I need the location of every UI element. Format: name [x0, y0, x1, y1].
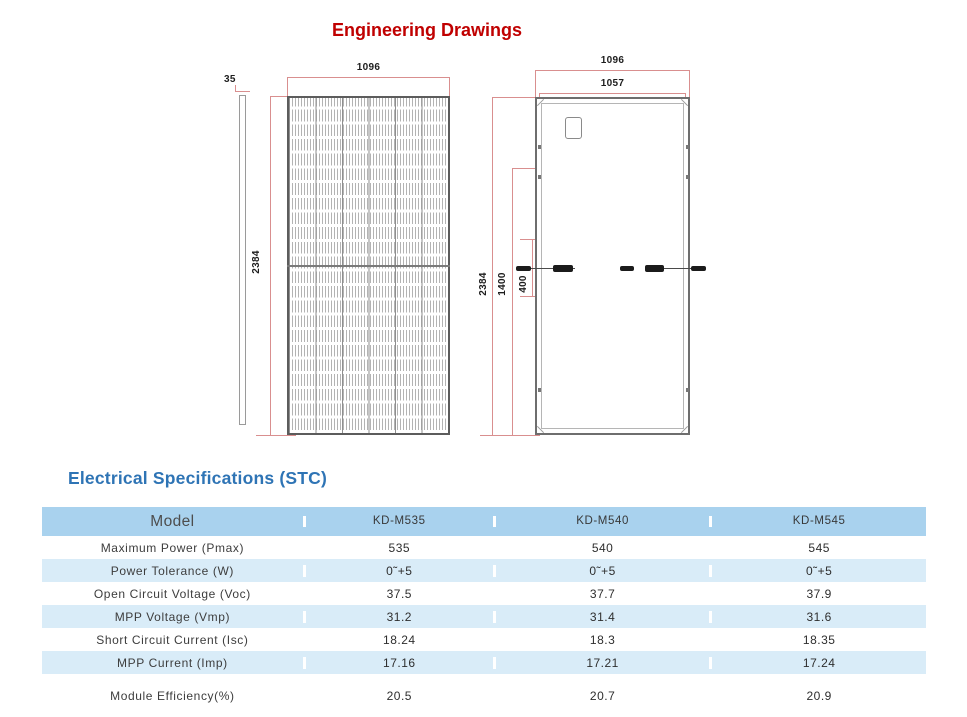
- table-row: [42, 536, 926, 559]
- row-label: Module Efficiency(%): [110, 688, 235, 703]
- dim-line: [539, 93, 686, 94]
- dim-label-back-inner-width: 1057: [600, 78, 625, 89]
- mounting-mark: [686, 145, 689, 149]
- dim-line: [492, 97, 493, 435]
- cell-value: 31.2: [303, 611, 493, 623]
- column-header-model-1: KD-M535: [303, 516, 493, 528]
- table-row: [42, 651, 926, 674]
- cell-value: 17.24: [709, 657, 926, 669]
- connector: [691, 266, 706, 271]
- cell-value: 37.5: [303, 588, 493, 600]
- mounting-mark: [538, 175, 541, 179]
- dim-label-cable-length: 400: [518, 275, 529, 293]
- cell-value: 17.21: [493, 657, 710, 669]
- dim-line: [492, 97, 535, 98]
- panel-middle-split-line: [287, 265, 450, 267]
- dim-line: [256, 435, 296, 436]
- cell-value: 37.9: [709, 588, 926, 600]
- cell-value: 31.4: [493, 611, 710, 623]
- table-header-row: [42, 507, 926, 536]
- cell-value: 31.6: [709, 611, 926, 623]
- section-title: Electrical Specifications (STC): [68, 468, 328, 488]
- dim-line: [287, 77, 288, 96]
- page-title: Engineering Drawings: [331, 20, 523, 40]
- dim-line: [512, 168, 537, 169]
- table-row: [42, 605, 926, 628]
- mounting-mark: [686, 175, 689, 179]
- dim-label-thickness: 35: [224, 74, 236, 85]
- table-row: [42, 582, 926, 605]
- dim-label-cable-position: 1400: [497, 272, 508, 296]
- dim-line: [512, 168, 513, 435]
- cell-value: 20.7: [493, 690, 710, 702]
- panel-side-profile: [239, 95, 246, 425]
- dim-line: [449, 77, 450, 96]
- row-label: Maximum Power (Pmax): [100, 540, 245, 555]
- dim-line: [480, 435, 540, 436]
- cell-value: 540: [493, 542, 710, 554]
- junction-box: [565, 117, 582, 139]
- dim-line: [689, 70, 690, 97]
- cell-value: 0˜+5: [709, 565, 926, 577]
- row-label: Short Circuit Current (Isc): [96, 632, 249, 647]
- dim-label-front-height: 2384: [251, 250, 262, 274]
- column-header-model-2: KD-M540: [493, 516, 710, 528]
- cell-value: 535: [303, 542, 493, 554]
- cell-value: 20.9: [709, 690, 926, 702]
- cell-value: 20.5: [303, 690, 493, 702]
- dim-line: [535, 70, 536, 97]
- cell-value: 18.24: [303, 634, 493, 646]
- dim-line: [235, 85, 236, 92]
- mounting-mark: [686, 388, 689, 392]
- mounting-mark: [538, 388, 541, 392]
- dim-line: [270, 96, 271, 435]
- table-row: [42, 559, 926, 582]
- table-row: [42, 684, 926, 707]
- mounting-mark: [538, 145, 541, 149]
- cell-value: 18.35: [709, 634, 926, 646]
- dim-line: [287, 77, 450, 78]
- dim-line: [235, 91, 250, 92]
- connector: [620, 266, 634, 271]
- spec-table: [42, 507, 926, 707]
- cell-value: 0˜+5: [303, 565, 493, 577]
- connector: [516, 266, 531, 271]
- dim-label-front-width: 1096: [356, 62, 381, 73]
- cell-value: 37.7: [493, 588, 710, 600]
- row-label: MPP Voltage (Vmp): [114, 609, 231, 624]
- connector: [645, 265, 664, 272]
- table-row: [42, 628, 926, 651]
- dim-label-back-outer-width: 1096: [600, 55, 625, 66]
- dim-line: [270, 96, 287, 97]
- dim-line: [535, 70, 690, 71]
- cell-value: 17.16: [303, 657, 493, 669]
- cell-value: 18.3: [493, 634, 710, 646]
- row-label: Power Tolerance (W): [110, 563, 234, 578]
- connector: [553, 265, 573, 272]
- column-header-model: Model: [150, 512, 195, 530]
- cell-value: 0˜+5: [493, 565, 710, 577]
- row-label: MPP Current (Imp): [117, 655, 228, 670]
- column-header-model-3: KD-M545: [709, 516, 926, 528]
- row-label: Open Circuit Voltage (Voc): [93, 586, 251, 601]
- cell-value: 545: [709, 542, 926, 554]
- dim-label-back-height: 2384: [478, 272, 489, 296]
